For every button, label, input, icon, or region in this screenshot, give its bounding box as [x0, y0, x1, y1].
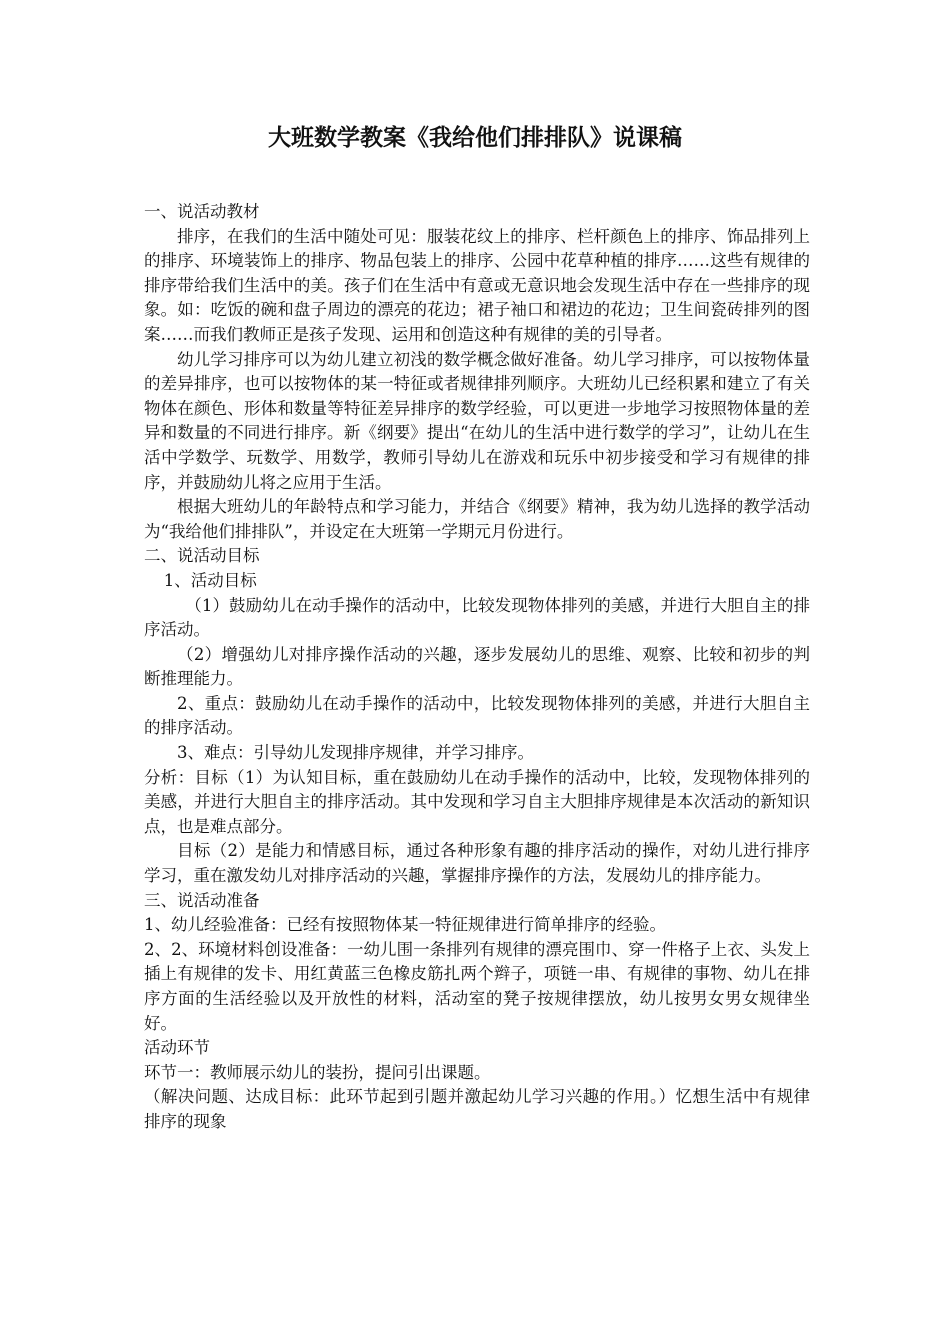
document-body: [144, 200, 810, 1135]
section-heading: 活动环节: [144, 1038, 210, 1058]
paragraph: 根据大班幼儿的年龄特点和学习能力，并结合《纲要》精神，我为幼儿选择的教学活动为“我给他们排排队”，并设定在大班第一学期元月份进行。: [144, 497, 810, 541]
paragraph: 2、重点：鼓励幼儿在动手操作的活动中，比较发现物体排列的美感，并进行大胆自主的排序活动。: [144, 693, 810, 738]
paragraph: 1、幼儿经验准备：已经有按照物体某一特征规律进行简单排序的经验。: [144, 915, 666, 935]
paragraph: 环节一：教师展示幼儿的装扮，提问引出课题。: [144, 1062, 491, 1082]
section-heading: 三、说活动准备: [144, 890, 260, 910]
paragraph: （1）鼓励幼儿在动手操作的活动中，比较发现物体排列的美感，并进行大胆自主的排序活动。: [144, 595, 810, 640]
paragraph: 3、难点：引导幼儿发现排序规律，并学习排序。: [177, 743, 534, 763]
paragraph: 分析：目标（1）为认知目标，重在鼓励幼儿在动手操作的活动中，比较，发现物体排列的美感，并进行大胆自主的排序活动。其中发现和学习自主大胆排序规律是本次活动的新知识点，也是难点部分。: [144, 767, 810, 836]
section-heading: 一、说活动教材: [144, 202, 260, 221]
subheading: 1、活动目标: [163, 570, 257, 590]
paragraph: 2、2、环境材料创设准备：一幼儿围一条排列有规律的漂亮围巾、穿一件格子上衣、头发上插上有规律的发卡、用红黄蓝三色橡皮筋扎两个辫子，项链一串、有规律的事物、幼儿在排序方面的生活经验以及开放性的材料，活动室的凳子按规律摆放，幼儿按男女男女规律坐好。: [144, 939, 810, 1033]
section-heading: 二、说活动目标: [144, 546, 260, 566]
paragraph: 目标（2）是能力和情感目标，通过各种形象有趣的排序活动的操作，对幼儿进行排序学习，重在激发幼儿对排序活动的兴趣，掌握排序操作的方法，发展幼儿的排序能力。: [144, 841, 810, 886]
paragraph: （2）增强幼儿对排序操作活动的兴趣，逐步发展幼儿的思维、观察、比较和初步的判断推理能力。: [144, 644, 810, 689]
paragraph: 幼儿学习排序可以为幼儿建立初浅的数学概念做好准备。幼儿学习排序，可以按物体量的差异排序，也可以按物体的某一特征或者规律排列顺序。大班幼儿已经积累和建立了有关物体在颜色、形体和数量等特征差异排序的数学经验，可以更进一步地学习按照物体量的差异和数量的不同进行排序。新《纲要》提出“在幼儿的生活中进行数学的学习”，让幼儿在生活中学数学、玩数学、用数学，教师引导幼儿在游戏和玩乐中初步接受和学习有规律的排序，并鼓励幼儿将之应用于生活。: [144, 349, 810, 492]
paragraph: 排序，在我们的生活中随处可见：服装花纹上的排序、栏杆颜色上的排序、饰品排列上的排序、环境装饰上的排序、物品包装上的排序、公园中花草种植的排序……这些有规律的排序带给我们生活中的美。孩子们在生活中有意或无意识地会发现生活中存在一些排序的现象。如：吃饭的碗和盘子周边的漂亮的花边；裙子袖口和裙边的花边；卫生间瓷砖排列的图案……而我们教师正是孩子发现、运用和创造这种有规律的美的引导者。: [144, 226, 810, 344]
document-title: 大班数学教案《我给他们排排队》说课稿: [268, 124, 682, 151]
paragraph: （解决问题、达成目标：此环节起到引题并激起幼儿学习兴趣的作用。）忆想生活中有规律排序的现象: [144, 1087, 810, 1131]
